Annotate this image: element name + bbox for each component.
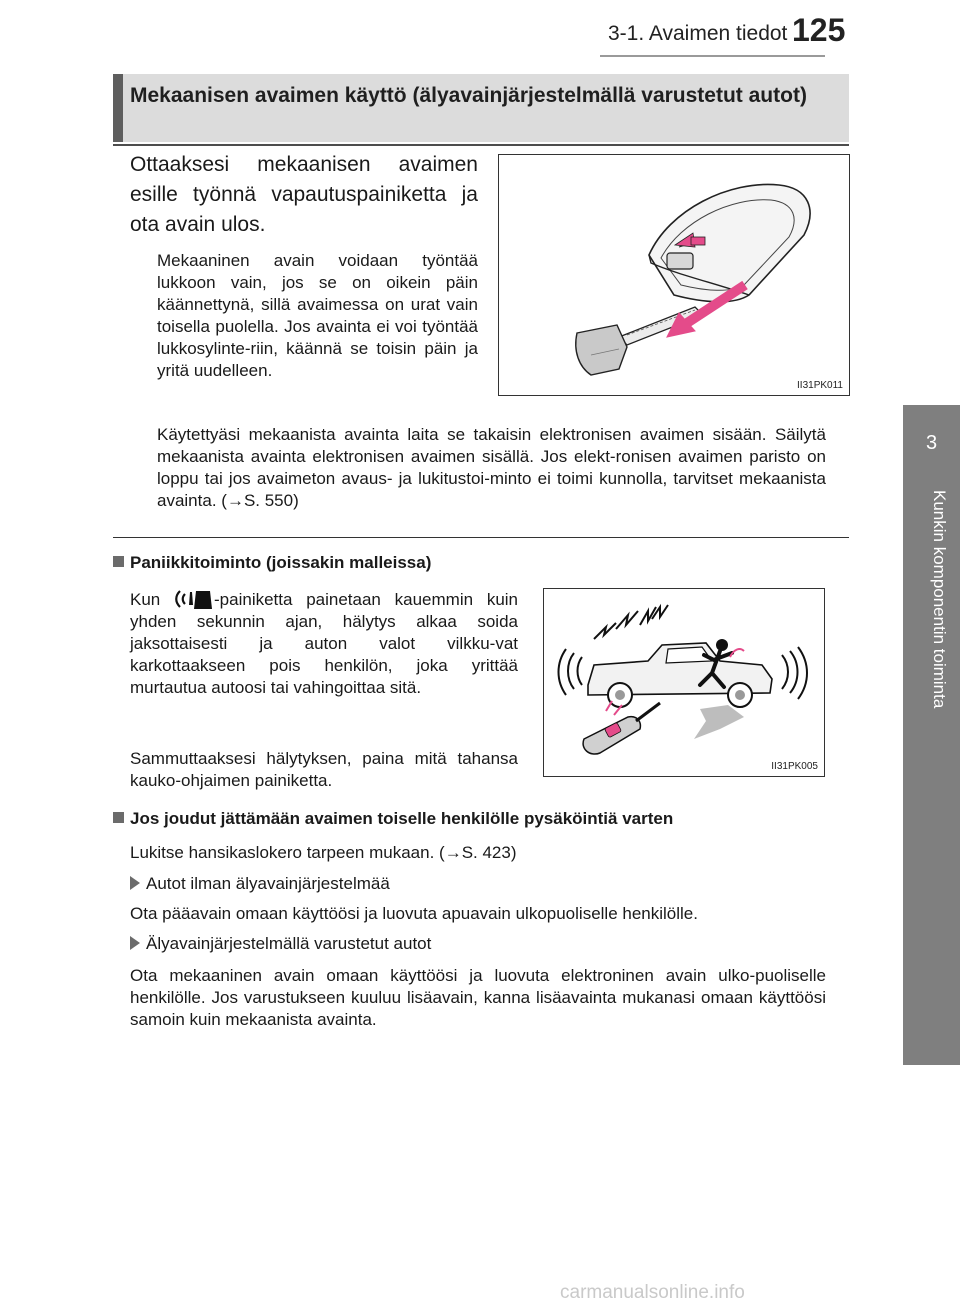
section-title-accent: [113, 74, 123, 142]
triangle-bullet-icon: [130, 936, 140, 950]
mechanical-key-illustration: [499, 155, 849, 395]
panic-text-rest: -painiketta painetaan kauemmin kuin yhden sekunnin ajan, hälytys alkaa soida jaksottaisesti ja auton valot vilkku-vat karkottaakseen pois henkilön, joka yrittää murtautua autoosi tai vahingoittaa sitä.: [130, 590, 518, 697]
case-2-label: [130, 933, 431, 955]
watermark: carmanualsonline.info: [560, 1282, 745, 1303]
panic-heading: [113, 553, 431, 573]
square-bullet-icon: [113, 556, 124, 567]
chapter-title: Kunkin komponentin toiminta: [930, 490, 949, 709]
arrow-ref-icon: →: [226, 491, 244, 510]
lock-ref: S. 423): [461, 843, 517, 862]
section-separator: [113, 537, 849, 538]
case-2-label-text: Älyavainjärjestelmällä varustetut autot: [146, 934, 432, 953]
figure-mechanical-key: [498, 154, 850, 396]
square-bullet-icon: [113, 812, 124, 823]
panic-text-prefix: Kun: [130, 590, 161, 609]
section-title-underline: [113, 144, 849, 146]
storage-note-text: Käytettyäsi mekaanista avainta laita se takaisin elektronisen avaimen sisään. Säilytä mekaanista avainta elektronisen avaimen sisällä. Jos elekt-ronisen avaimen paristo on loppu tai jos avaimeton avaus- ja lukitustoi-minto ei toimi kunnolla, tarvitset mekaanista avainta. (: [157, 425, 826, 510]
panic-description: [130, 588, 518, 699]
lead-instruction: Ottaaksesi mekaanisen avaimen esille työnnä vapautuspainiketta ja ota avain ulos.: [130, 153, 478, 236]
chapter-number: 3: [925, 432, 938, 454]
header-rule: [600, 55, 825, 57]
storage-note-ref: S. 550): [243, 491, 299, 510]
section-header: 3-1. Avaimen tiedot: [608, 22, 788, 45]
arrow-ref-icon: →: [444, 843, 462, 862]
panic-alarm-illustration: [544, 589, 824, 776]
figure-code: II31PK005: [771, 761, 818, 772]
case-1-text: Ota pääavain omaan käyttöösi ja luovuta apuavain ulkopuoliselle henkilölle.: [130, 904, 698, 923]
section-title: Mekaanisen avaimen käyttö (älyavainjärjestelmällä varustetut autot): [130, 84, 807, 107]
figure-code: II31PK011: [797, 380, 843, 391]
valet-heading-text: Jos joudut jättämään avaimen toiselle henkilölle pysäköintiä varten: [130, 809, 674, 828]
triangle-bullet-icon: [130, 876, 140, 890]
key-orientation-note: Mekaaninen avain voidaan työntää lukkoon vain, jos se on oikein päin käännettynä, sillä avaimessa on urat vain toisella puolella. Jos avainta ei voi työntää lukkosylinte-riin, käännä se toisin päin ja yritä uudelleen.: [157, 251, 478, 380]
panic-stop-text: Sammuttaaksesi hälytyksen, paina mitä tahansa kauko-ohjaimen painiketta.: [130, 749, 518, 790]
mechanical-key-storage-note: [157, 424, 826, 512]
lock-text: Lukitse hansikaslokero tarpeen mukaan. (: [130, 843, 445, 862]
case-1-label-text: Autot ilman älyavainjärjestelmää: [146, 874, 390, 893]
figure-panic-alarm: [543, 588, 825, 777]
glovebox-lock-text: [130, 842, 517, 864]
valet-heading: [113, 809, 673, 829]
panic-heading-text: Paniikkitoiminto (joissakin malleissa): [130, 553, 432, 572]
panic-button-icon: [174, 588, 214, 610]
page-number: 125: [792, 12, 846, 48]
case-2-text: Ota mekaaninen avain omaan käyttöösi ja luovuta elektroninen avain ulko-puoliselle henkilölle. Jos varustukseen kuuluu lisäavain, kanna lisäavainta mukanasi omaan käyttöösi samoin kuin mekaanista avainta.: [130, 966, 826, 1029]
case-1-label: [130, 873, 390, 895]
